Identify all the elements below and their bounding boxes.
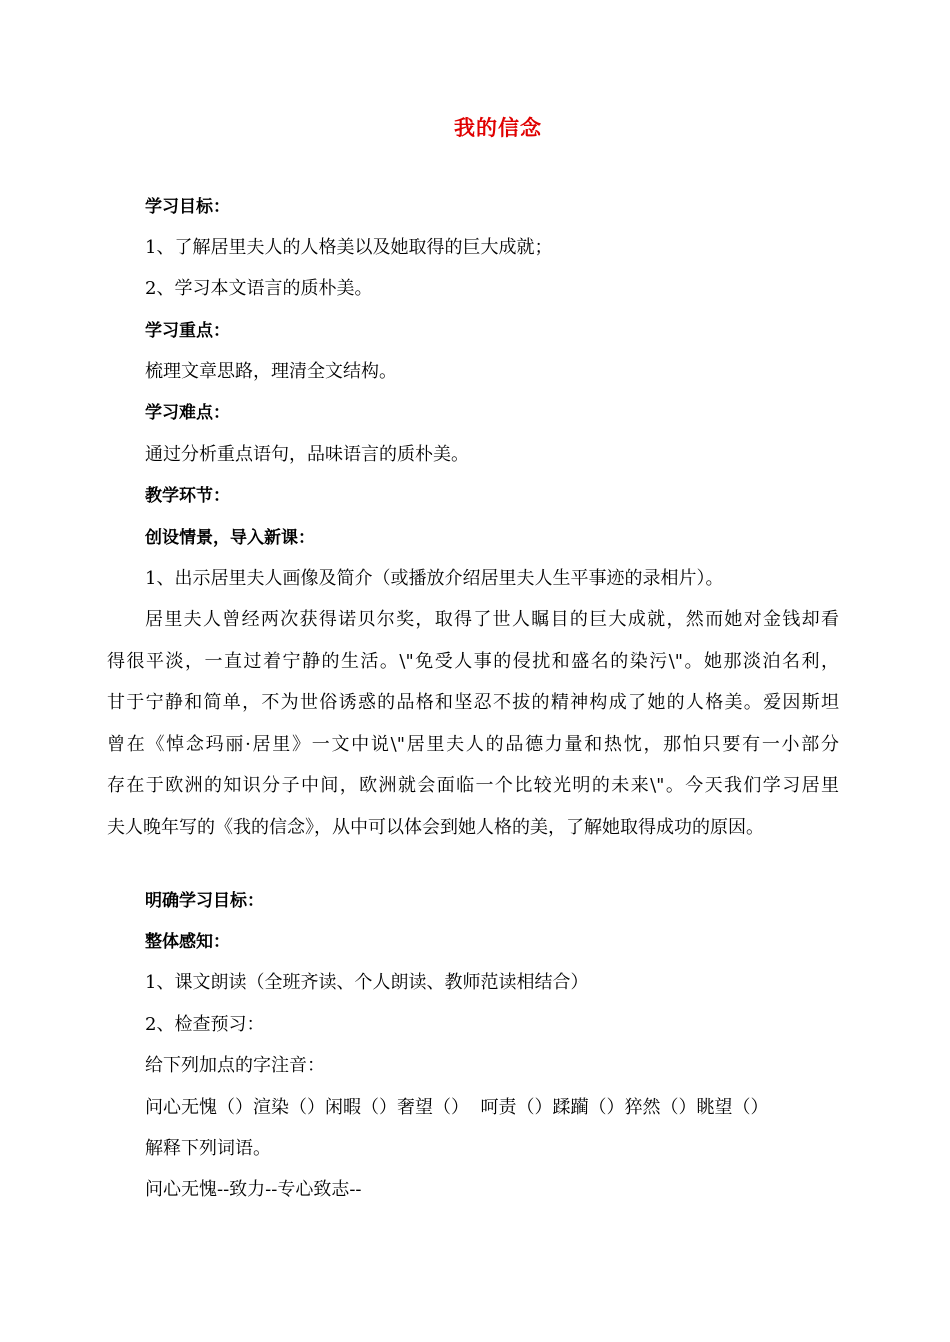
paragraph-line-5: 存在于欧洲的知识分子中间，欧洲就会面临一个比较光明的未来\"。今天我们学习居里 (107, 775, 839, 796)
paragraph-line-1: 居里夫人曾经两次获得诺贝尔奖，取得了世人瞩目的巨大成就，然而她对金钱却看 (145, 609, 839, 630)
paragraph-line-4: 曾在《悼念玛丽·居里》一文中说\"居里夫人的品德力量和热忱，那怕只要有一小部分 (107, 734, 839, 755)
page-title: 我的信念 (454, 116, 542, 140)
focus-heading: 学习重点： (145, 321, 230, 341)
pinyin-words: 问心无愧（）渲染（）闲暇（）奢望（） 呵责（）蹂躏（）猝然（）眺望（） (145, 1097, 769, 1118)
intro-item-1: 1、出示居里夫人画像及简介（或播放介绍居里夫人生平事迹的录相片）。 (145, 568, 724, 589)
overall-item-2: 2、检查预习： (145, 1014, 265, 1035)
steps-heading: 教学环节： (145, 486, 230, 506)
explain-words: 问心无愧--致力--专心致志-- (145, 1179, 362, 1200)
overall-heading: 整体感知： (145, 932, 230, 952)
overall-item-1: 1、课文朗读（全班齐读、个人朗读、教师范读相结合） (145, 972, 589, 993)
intro-heading: 创设情景，导入新课： (145, 528, 315, 548)
focus-text: 梳理文章思路，理清全文结构。 (145, 361, 397, 382)
explain-instruction: 解释下列词语。 (145, 1138, 271, 1159)
goal-item-1: 1、了解居里夫人的人格美以及她取得的巨大成就； (145, 237, 553, 258)
paragraph-line-2: 得很平淡，一直过着宁静的生活。\"免受人事的侵扰和盛名的染污\"。她那淡泊名利， (107, 651, 839, 672)
paragraph-line-3: 甘于宁静和简单，不为世俗诱惑的品格和坚忍不拔的精神构成了她的人格美。爱因斯坦 (107, 692, 839, 713)
pinyin-instruction: 给下列加点的字注音： (145, 1055, 325, 1076)
difficulty-heading: 学习难点： (145, 403, 230, 423)
paragraph-line-6: 夫人晚年写的《我的信念》，从中可以体会到她人格的美，了解她取得成功的原因。 (107, 817, 764, 838)
clarify-heading: 明确学习目标： (145, 891, 264, 911)
difficulty-text: 通过分析重点语句，品味语言的质朴美。 (145, 444, 469, 465)
goal-item-2: 2、学习本文语言的质朴美。 (145, 278, 373, 299)
goals-heading: 学习目标： (145, 197, 230, 217)
